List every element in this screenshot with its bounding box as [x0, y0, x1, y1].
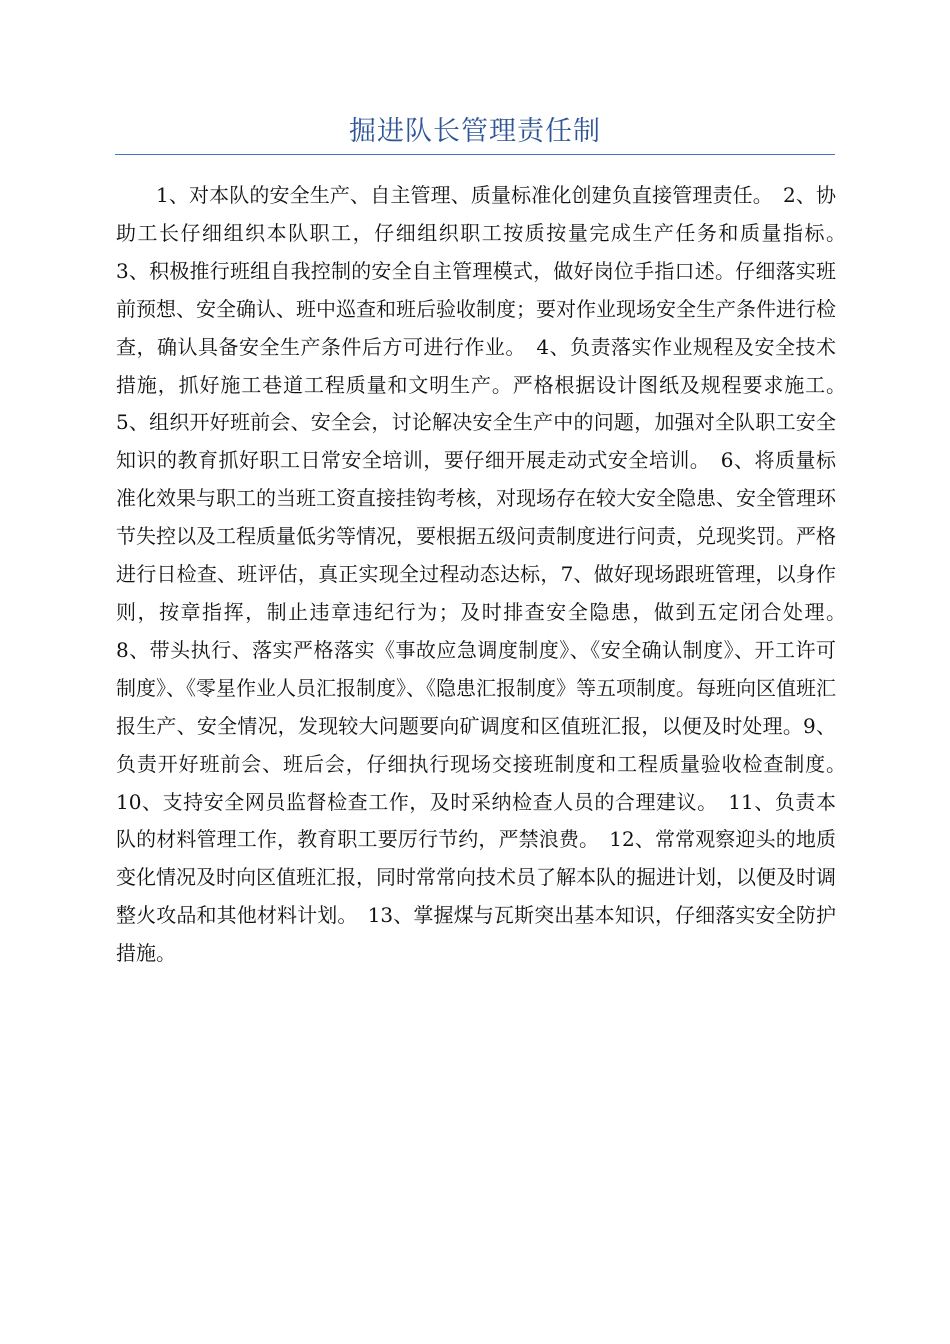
document-body: 1、对本队的安全生产、自主管理、质量标准化创建负直接管理责任。 2、协助工长仔细组织本队职工，仔细组织职工按质按量完成生产任务和质量指标。 3、积极推行班组自我控制的安全自主管理模式，做好岗位手指口述。仔细落实班前预想、安全确认、班中巡查和班后验收制度；要对作业现场安全生产条件进行检查，确认具备安全生产条件后方可进行作业。 4、负责落实作业规程及安全技术措施，抓好施工巷道工程质量和文明生产。严格根据设计图纸及规程要求施工。 5、组织开好班前会、安全会，讨论解决安全生产中的问题，加强对全队职工安全知识的教育抓好职工日常安全培训，要仔细开展走动式安全培训。 6、将质量标准化效果与职工的当班工资直接挂钩考核，对现场存在较大安全隐患、安全管理环节失控以及工程质量低劣等情况，要根据五级问责制度进行问责，兑现奖罚。严格进行日检查、班评估，真正实现全过程动态达标，7、做好现场跟班管理，以身作则，按章指挥，制止违章违纪行为；及时排查安全隐患，做到五定闭合处理。 8、带头执行、落实严格落实《事故应急调度制度》、《安全确认制度》、开工许可制度》、《零星作业人员汇报制度》、《隐患汇报制度》等五项制度。每班向区值班汇报生产、安全情况，发现较大问题要向矿调度和区值班汇报，以便及时处理。9、负责开好班前会、班后会，仔细执行现场交接班制度和工程质量验收检查制度。 10、支持安全网员监督检查工作，及时采纳检查人员的合理建议。 11、负责本队的材料管理工作，教育职工要厉行节约，严禁浪费。 12、常常观察迎头的地质变化情况及时向区值班汇报，同时常常向技术员了解本队的掘进计划，以便及时调整火攻品和其他材料计划。 13、掌握煤与瓦斯突出基本知识，仔细落实安全防护措施。	[116, 183, 856, 966]
document-title: 掘进队长管理责任制	[349, 116, 601, 147]
title-underline	[115, 154, 835, 155]
